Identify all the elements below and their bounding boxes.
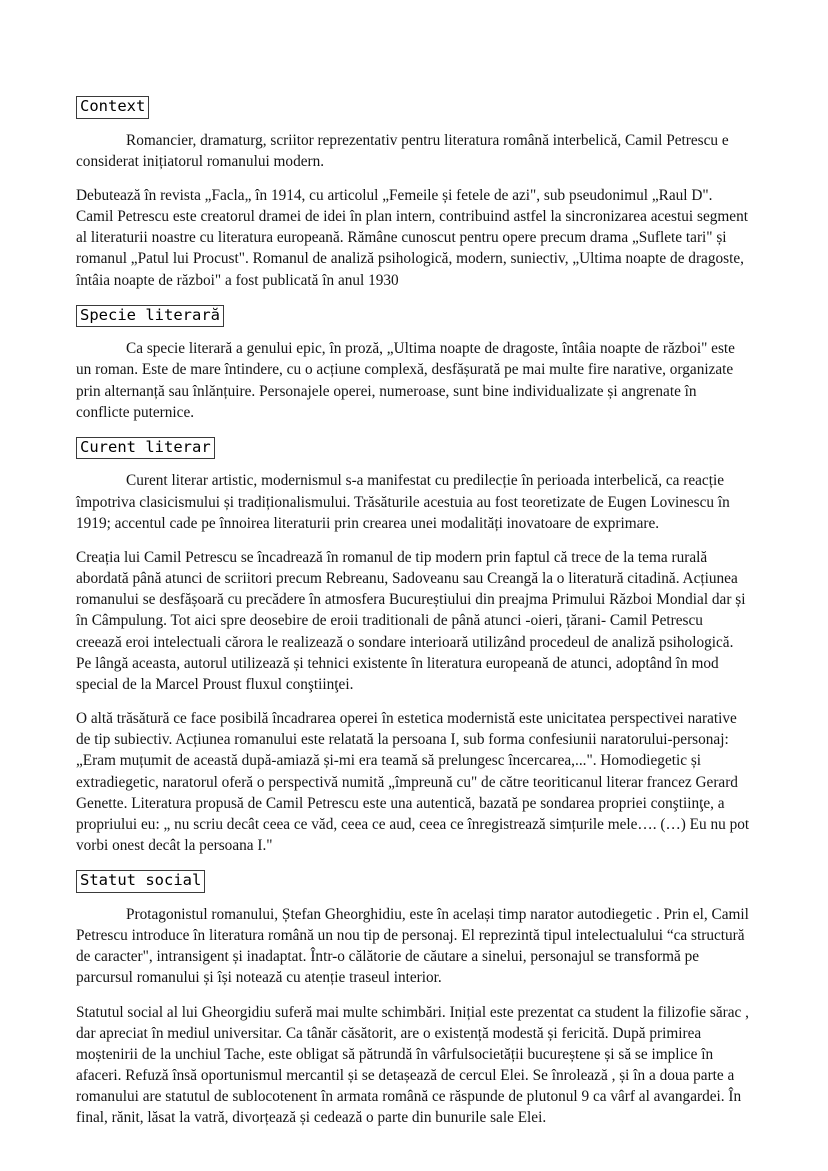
section-heading-specie-literara-wrap	[76, 305, 752, 328]
paragraph-curent-literar-1: Curent literar artistic, modernismul s-a manifestat cu predilecție în perioada interbelică, ca reacție împotriva clasicismului și tradiționalismului. Trăsăturile acestuia au fost teoretizate de Eugen Lovinescu în 1919; accentul cade pe înnoirea literaturii prin crearea unei modalități inovatoare de exprimare.	[76, 472, 730, 532]
section-heading-curent-literar-wrap	[76, 437, 752, 460]
paragraph-statut-social-1: Protagonistul romanului, Ștefan Gheorghidiu, este în același timp narator autodiegetic . Prin el, Camil Petrescu introduce în literatura română un nou tip de personaj. El reprezintă tipul intelectualului “ca structură de caracter", intransigent și inadaptat. Într-o călătorie de căutare a sinelui, personajul se transformă pe parcursul romanului și își notează cu atenție traseul interior.	[76, 905, 749, 987]
paragraph-curent-literar-2: Creația lui Camil Petrescu se încadrează în romanul de tip modern prin faptul că trece de la tema rurală abordată până atunci de scriitori precum Rebreanu, Sadoveanu sau Creangă la o literatură citadină. Acțiunea romanului se desfășoară cu precădere în atmosfera Bucureștiului din preajma Primului Război Mondial dar și în Câmpulung. Tot aici spre deosebire de eroii traditionali de până atunci -oieri, țărani- Camil Petrescu creează eroi intelectuali cărora le realizează o sondare interioară utilizând procedeul de analiză psihologică. Pe lângă aceasta, autorul utilizează și tehnici existente în literatura europeană de atunci, adoptând în mod special de la Marcel Proust fluxul conştiinţei.	[76, 548, 746, 693]
paragraph-context-1: Romancier, dramaturg, scriitor reprezentativ pentru literatura română interbelică, Camil Petrescu e considerat inițiatorul romanului modern.	[76, 131, 729, 170]
section-heading-statut-social: Statut social	[76, 870, 205, 893]
section-heading-specie-literara: Specie literară	[76, 305, 224, 328]
section-heading-statut-social-wrap	[76, 870, 752, 893]
section-heading-context-wrap	[76, 96, 752, 119]
section-heading-curent-literar: Curent literar	[76, 437, 215, 460]
paragraph-statut-social-2: Statutul social al lui Gheorgidiu suferă mai multe schimbări. Inițial este prezentat ca student la filizofie sărac , dar apreciat în mediul universitar. Ca tânăr căsătorit, are o existență modestă și fericită. După primirea moștenirii de la unchiul Tache, este obligat să pătrundă în vârfulsocietății bucureștene și să se implice în afaceri. Refuză însă oportunismul mercantil și se detașează de cercul Elei. Se înrolează , și în a doua parte a romanului are statutul de sublocotenent în armata română ce răspunde de plutonul 9 ca vârf al avangardei. În final, rănit, lăsat la vatră, divorțează și cedează o parte din bunurile sale Elei.	[76, 1003, 749, 1127]
paragraph-specie-literara-1: Ca specie literară a genului epic, în proză, „Ultima noapte de dragoste, întâia noapte de război" este un roman. Este de mare întindere, cu o acțiune complexă, desfășurată pe mai multe fire narative, organizate prin alternanță sau înlănțuire. Personajele operei, numeroase, sunt bine individualizate și angrenate în conflicte puternice.	[76, 340, 735, 421]
section-heading-context: Context	[76, 96, 149, 119]
document-body	[76, 96, 752, 1129]
paragraph-curent-literar-3: O altă trăsătură ce face posibilă încadrarea operei în estetica modernistă este unicitatea perspectivei narative de tip subiectiv. Acțiunea romanului este relatată la persoana I, sub forma confesiunii naratorului-personaj:„Eram muțumit de această după-amiază și-mi era teamă să prelungesc încercarea,...". Homodiegetic și extradiegetic, naratorul oferă o perspectivă numită „împreună cu" de către teoriticanul literar francez Gerard Genette. Literatura propusă de Camil Petrescu este una autentică, bazată pe sondarea propriei conştiinţe, a propriului eu: „ nu scriu decât ceea ce văd, ceea ce aud, ceea ce înregistrează simțurile mele…. (…) Eu nu pot vorbi onest decât la persoana I."	[76, 710, 750, 855]
paragraph-context-2: Debutează în revista „Facla„ în 1914, cu articolul „Femeile și fetele de azi", sub pseudonimul „Raul D". Camil Petrescu este creatorul dramei de idei în plan intern, contribuind astfel la sincronizarea acestui segment al literaturii noastre cu literatura europeană. Rămâne cunoscut pentru opere precum drama „Suflete tari" și romanul „Patul lui Procust". Romanul de analiză psihologică, modern, suniectiv, „Ultima noapte de dragoste, întâia noapte de război" a fost publicată în anul 1930	[76, 186, 748, 289]
